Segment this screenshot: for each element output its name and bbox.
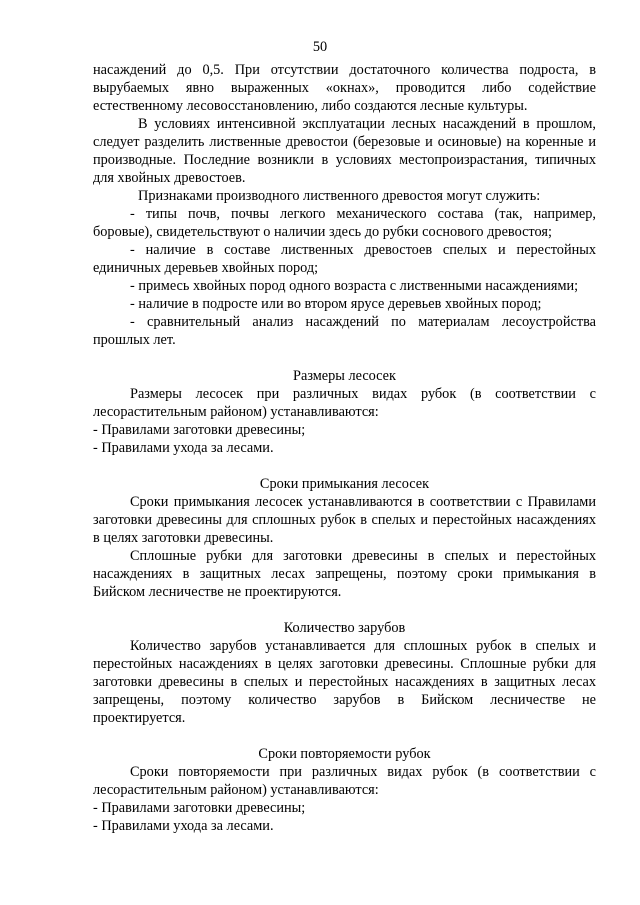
paragraph: насаждений до 0,5. При отсутствии достаточного количества подроста, в вырубаемых явно выраженных «окнах», проводится либо содействие естественному лесовосстановлению, либо создаются лесные культуры.: [93, 62, 596, 114]
list-item: - Правилами ухода за лесами.: [93, 818, 274, 834]
page-number: 50: [312, 39, 328, 55]
section-heading: Количество зарубов: [283, 620, 406, 636]
section-heading: Размеры лесосек: [293, 368, 396, 384]
paragraph: Размеры лесосек при различных видах рубок (в соответствии с лесорастительным районом) устанавливаются:: [93, 386, 596, 420]
section-heading: Сроки повторяемости рубок: [258, 746, 431, 762]
paragraph: Сроки повторяемости при различных видах рубок (в соответствии с лесорастительным районом) устанавливаются:: [93, 764, 596, 798]
list-item: - примесь хвойных пород одного возраста с лиственными насаждениями;: [130, 278, 579, 294]
list-item: - Правилами заготовки древесины;: [93, 422, 306, 438]
paragraph: Признаками производного лиственного древостоя могут служить:: [138, 188, 541, 204]
section-heading: Сроки примыкания лесосек: [259, 476, 430, 492]
page-content: [93, 61, 596, 835]
paragraph: В условиях интенсивной эксплуатации лесных насаждений в прошлом, следует разделить лиственные древостои (березовые и осиновые) на коренные и производные. Последние возникли в условиях местопроизрастания, типичных для хвойных древостоев.: [93, 116, 596, 186]
list-item: - сравнительный анализ насаждений по материалам лесоустройства прошлых лет.: [93, 314, 596, 348]
paragraph: Сроки примыкания лесосек устанавливаются в соответствии с Правилами заготовки древесины для сплошных рубок в спелых и перестойных насаждениях в целях заготовки древесины.: [93, 494, 596, 546]
list-item: - наличие в подросте или во втором ярусе деревьев хвойных пород;: [130, 296, 542, 312]
list-item: - типы почв, почвы легкого механического состава (так, например, боровые), свидетельствуют о наличии здесь до рубки соснового древостоя;: [93, 206, 596, 240]
list-item: - наличие в составе лиственных древостоев спелых и перестойных единичных деревьев хвойных пород;: [93, 242, 596, 276]
list-item: - Правилами ухода за лесами.: [93, 440, 274, 456]
paragraph: Сплошные рубки для заготовки древесины в спелых и перестойных насаждениях в защитных лесах запрещены, поэтому сроки примыкания в Бийском лесничестве не проектируются.: [93, 548, 596, 600]
paragraph: Количество зарубов устанавливается для сплошных рубок в спелых и перестойных насаждениях в целях заготовки древесины. Сплошные рубки для заготовки древесины в спелых и перестойных насаждениях в защитных лесах запрещены, поэтому количество зарубов в Бийском лесничестве не проектируется.: [93, 638, 596, 726]
list-item: - Правилами заготовки древесины;: [93, 800, 306, 816]
